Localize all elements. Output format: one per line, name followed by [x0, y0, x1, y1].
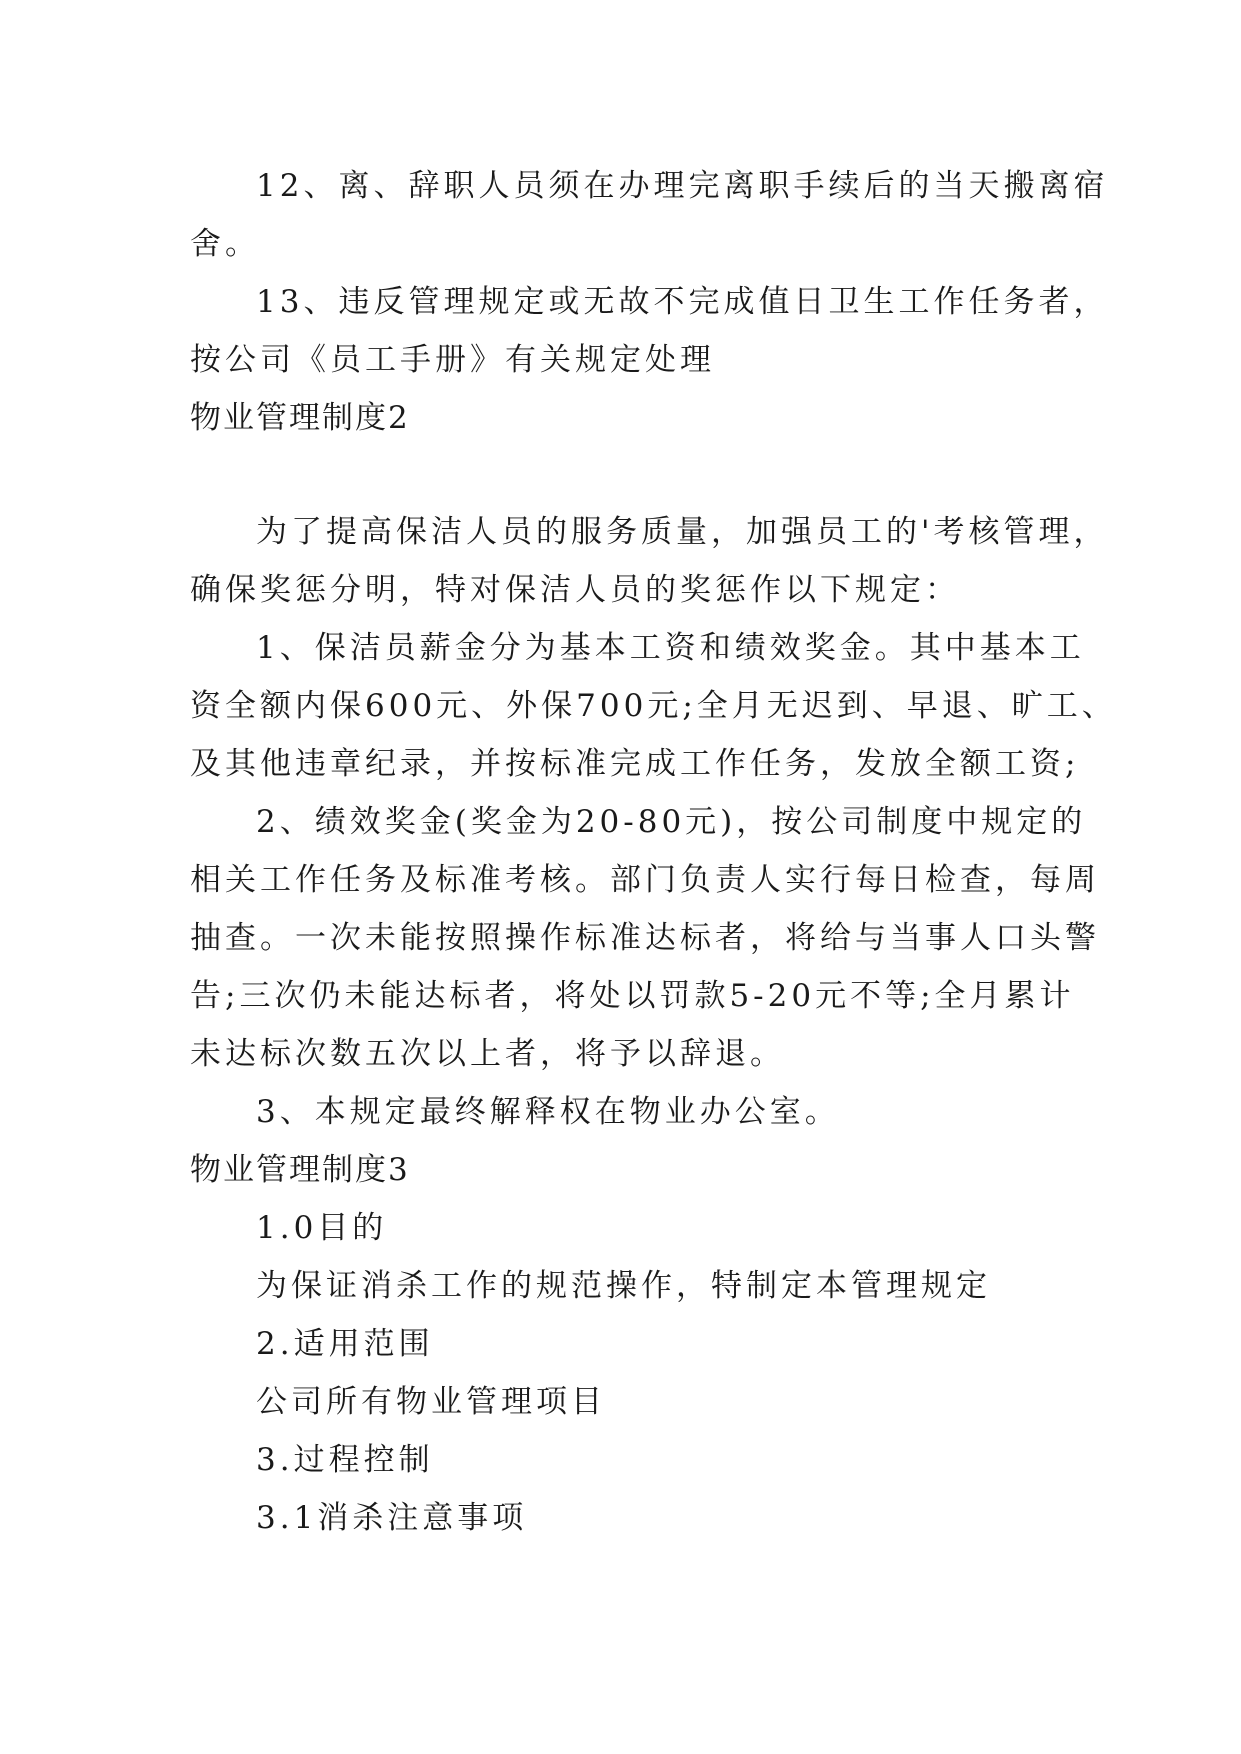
paragraph-line: 3、本规定最终解释权在物业办公室。 — [256, 1094, 840, 1130]
paragraph-line: 12、离、辞职人员须在办理完离职手续后的当天搬离宿 — [256, 168, 1109, 204]
section-heading: 物业管理制度3 — [190, 1152, 410, 1188]
paragraph-line: 2、绩效奖金(奖金为20-80元)，按公司制度中规定的 — [256, 804, 1087, 840]
paragraph-line: 资全额内保600元、外保700元;全月无迟到、早退、旷工、 — [190, 688, 1117, 724]
subheading: 1.0目的 — [256, 1210, 388, 1246]
subheading: 2.适用范围 — [256, 1326, 434, 1362]
paragraph-line: 及其他违章纪录，并按标准完成工作任务，发放全额工资; — [190, 746, 1080, 782]
section-heading: 物业管理制度2 — [190, 400, 410, 436]
paragraph-line: 1、保洁员薪金分为基本工资和绩效奖金。其中基本工 — [256, 630, 1085, 666]
paragraph-line: 为了提高保洁人员的服务质量，加强员工的'考核管理， — [256, 514, 1109, 550]
subheading: 3.1消杀注意事项 — [256, 1500, 528, 1536]
paragraph-line: 为保证消杀工作的规范操作，特制定本管理规定 — [256, 1268, 991, 1304]
paragraph-line: 未达标次数五次以上者，将予以辞退。 — [190, 1036, 785, 1072]
paragraph-line: 舍。 — [190, 226, 260, 262]
paragraph-line: 13、违反管理规定或无故不完成值日卫生工作任务者， — [256, 284, 1109, 320]
paragraph-line: 抽查。一次未能按照操作标准达标者，将给与当事人口头警 — [190, 920, 1100, 956]
paragraph-line: 相关工作任务及标准考核。部门负责人实行每日检查，每周 — [190, 862, 1100, 898]
paragraph-line: 公司所有物业管理项目 — [256, 1384, 606, 1420]
paragraph-line: 按公司《员工手册》有关规定处理 — [190, 342, 715, 378]
paragraph-line: 确保奖惩分明，特对保洁人员的奖惩作以下规定： — [190, 572, 960, 608]
subheading: 3.过程控制 — [256, 1442, 434, 1478]
paragraph-line: 告;三次仍未能达标者，将处以罚款5-20元不等;全月累计 — [190, 978, 1075, 1014]
